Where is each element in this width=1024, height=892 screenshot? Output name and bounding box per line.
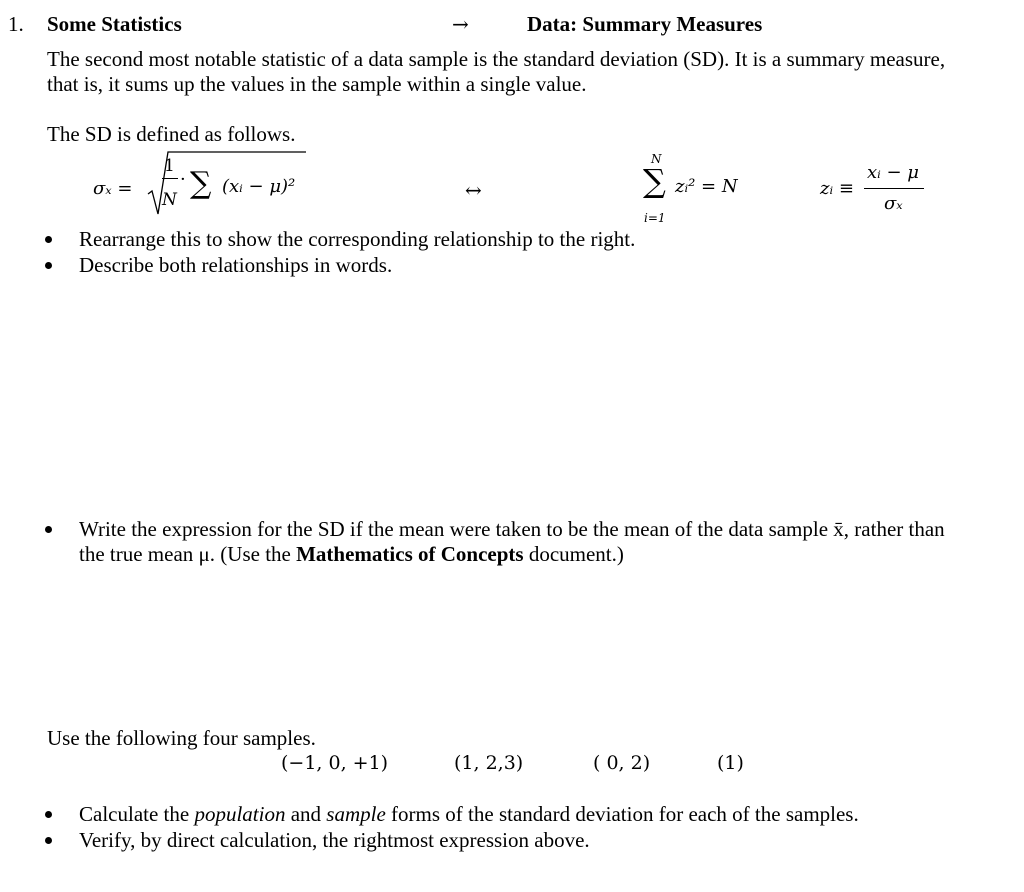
bullet-dot [45,811,52,818]
intro-line-2: that is, it sums up the values in the sample within a single value. [47,72,587,96]
intro-line-1: The second most notable statistic of a data sample is the standard deviation (SD). It is a summary measure, [47,47,946,71]
calc-sample: sample [326,802,386,826]
sum-upper-limit: N [651,152,662,166]
bullet-describe: Describe both relationships in words. [79,253,393,277]
sum-symbol-2: ∑ [643,162,666,200]
bullet-sample-mean-line-2 [79,542,945,567]
sample-item: (1) [717,752,744,774]
bullet-sample-mean-line-1: Write the expression for the SD if the mean were taken to be the mean of the data sample x̄, rather than [79,517,945,541]
calc-mid: and [285,802,327,826]
topic-title: Data: Summary Measures [527,12,763,36]
bullet-calculate [79,802,859,827]
sum-body: zᵢ² = N [675,176,738,197]
sample-item: (1, 2,3) [454,752,524,774]
intro-paragraph [47,47,945,97]
sample-item: ( 0, 2) [593,752,651,774]
sum-term: (xᵢ − μ)² [222,176,296,197]
fraction-bar [162,178,178,179]
bullet-dot [45,837,52,844]
bullet-dot [45,526,52,533]
bullet-verify: Verify, by direct calculation, the rightmost expression above. [79,828,590,852]
bullet-rearrange: Rearrange this to show the corresponding relationship to the right. [79,227,636,251]
bullet-dot [45,262,52,269]
document-reference: Mathematics of Concepts [296,542,524,566]
multiply-dot: · [180,169,186,190]
z-numerator: xᵢ − μ [867,162,919,183]
calc-pre: Calculate the [79,802,195,826]
question-number: 1. [8,12,24,36]
line2-pre: the true mean μ. (Use the [79,542,297,566]
fraction-denominator: N [162,190,177,210]
fraction-numerator: 1 [164,156,175,176]
double-arrow-icon: ↔ [465,178,482,202]
samples-lead: Use the following four samples. [47,726,316,750]
line2-post: document.) [523,542,624,566]
definition-lead: The SD is defined as follows. [47,122,296,146]
z-fraction-bar [864,188,924,189]
sd-lhs: σₓ = [93,178,133,199]
z-denominator: σₓ [884,193,903,214]
bullet-sample-mean [79,517,945,567]
calc-population: population [194,802,286,826]
calc-post: forms of the standard deviation for each of the samples. [385,802,859,826]
sum-lower-limit: i=1 [644,211,666,225]
bullet-dot [45,236,52,243]
right-arrow-icon: → [452,12,469,36]
sample-item: (−1, 0, +1) [281,752,389,774]
sum-symbol: ∑ [190,166,212,201]
z-lhs: zᵢ ≡ [820,178,854,199]
section-title: Some Statistics [47,12,182,36]
